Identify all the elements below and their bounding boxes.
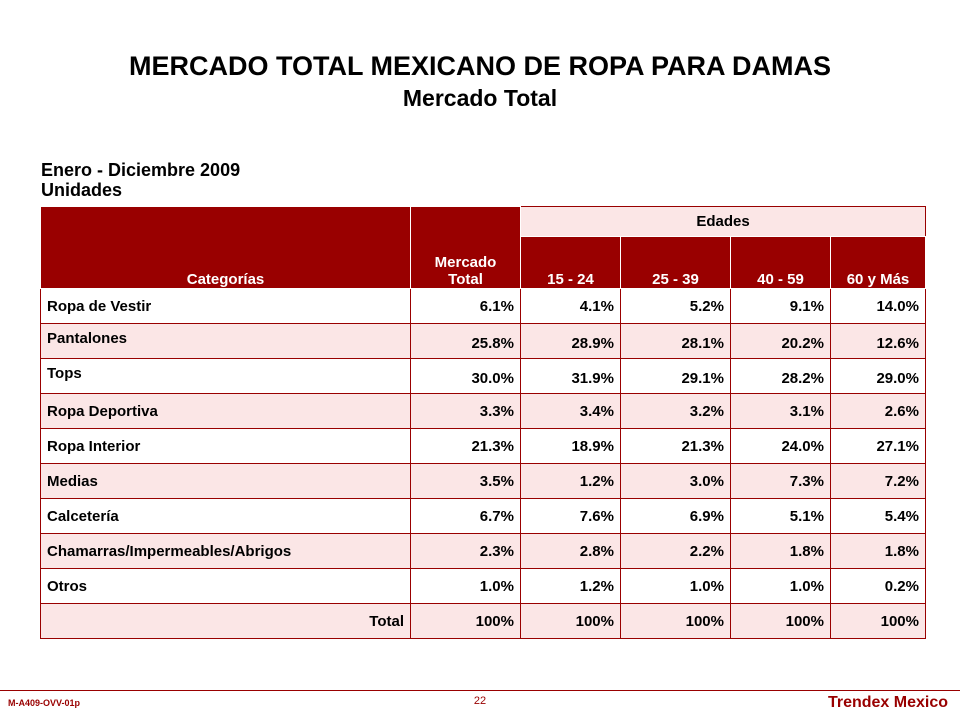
row-value: 7.6% [521, 499, 621, 534]
market-share-table [40, 206, 926, 639]
row-value: 29.0% [831, 359, 926, 394]
page-title: MERCADO TOTAL MEXICANO DE ROPA PARA DAMAS [128, 51, 831, 81]
row-value: 4.1% [521, 289, 621, 324]
row-value: 3.3% [411, 394, 521, 429]
row-value: 3.5% [411, 464, 521, 499]
row-category: Otros [41, 569, 411, 604]
row-value: 2.3% [411, 534, 521, 569]
footer-divider [0, 690, 960, 691]
header-edades: Edades [521, 207, 926, 237]
row-value: 2.6% [831, 394, 926, 429]
table-row [41, 499, 926, 534]
row-category: Ropa Deportiva [41, 394, 411, 429]
row-value: 7.2% [831, 464, 926, 499]
row-category: Ropa Interior [41, 429, 411, 464]
header-age-40-59: 40 - 59 [731, 237, 831, 289]
header-mercado-total: Mercado Total [411, 207, 521, 289]
total-value: 100% [831, 604, 926, 639]
row-value: 5.4% [831, 499, 926, 534]
row-value: 24.0% [731, 429, 831, 464]
row-value: 28.1% [621, 324, 731, 359]
row-value: 27.1% [831, 429, 926, 464]
row-value: 5.2% [621, 289, 731, 324]
row-value: 18.9% [521, 429, 621, 464]
header-age-15-24: 15 - 24 [521, 237, 621, 289]
total-value: 100% [521, 604, 621, 639]
row-value: 30.0% [411, 359, 521, 394]
total-row [41, 604, 926, 639]
row-value: 2.8% [521, 534, 621, 569]
row-value: 6.7% [411, 499, 521, 534]
row-value: 20.2% [731, 324, 831, 359]
row-value: 29.1% [621, 359, 731, 394]
row-value: 6.1% [411, 289, 521, 324]
table-row [41, 324, 926, 359]
row-value: 3.0% [621, 464, 731, 499]
units-label: Unidades [41, 180, 123, 200]
row-category: Pantalones [41, 324, 411, 359]
table-row [41, 464, 926, 499]
row-value: 1.2% [521, 464, 621, 499]
total-value: 100% [731, 604, 831, 639]
row-value: 1.0% [621, 569, 731, 604]
row-value: 5.1% [731, 499, 831, 534]
row-value: 1.8% [831, 534, 926, 569]
row-value: 7.3% [731, 464, 831, 499]
table-row [41, 569, 926, 604]
total-value: 100% [621, 604, 731, 639]
row-value: 31.9% [521, 359, 621, 394]
total-value: 100% [411, 604, 521, 639]
row-category: Chamarras/Impermeables/Abrigos [41, 534, 411, 569]
row-value: 2.2% [621, 534, 731, 569]
row-category: Medias [41, 464, 411, 499]
row-category: Calcetería [41, 499, 411, 534]
page-subtitle: Mercado Total [402, 85, 558, 111]
row-value: 14.0% [831, 289, 926, 324]
row-value: 21.3% [621, 429, 731, 464]
total-label: Total [41, 604, 411, 639]
row-value: 9.1% [731, 289, 831, 324]
row-value: 1.8% [731, 534, 831, 569]
row-value: 3.1% [731, 394, 831, 429]
period-label: Enero - Diciembre 2009 [41, 160, 241, 180]
row-category: Ropa de Vestir [41, 289, 411, 324]
table-row [41, 289, 926, 324]
row-value: 28.2% [731, 359, 831, 394]
row-value: 21.3% [411, 429, 521, 464]
row-value: 12.6% [831, 324, 926, 359]
row-value: 0.2% [831, 569, 926, 604]
row-value: 1.0% [411, 569, 521, 604]
table-row [41, 394, 926, 429]
row-value: 3.2% [621, 394, 731, 429]
header-age-60-plus: 60 y Más [831, 237, 926, 289]
header-age-25-39: 25 - 39 [621, 237, 731, 289]
row-value: 25.8% [411, 324, 521, 359]
table-row [41, 534, 926, 569]
row-value: 1.0% [731, 569, 831, 604]
document-code: M-A409-OVV-01p [8, 698, 81, 708]
table-row [41, 359, 926, 394]
row-value: 3.4% [521, 394, 621, 429]
row-category: Tops [41, 359, 411, 394]
row-value: 28.9% [521, 324, 621, 359]
row-value: 1.2% [521, 569, 621, 604]
header-categorias: Categorías [41, 207, 411, 289]
page-number: 22 [473, 695, 487, 707]
brand-name: Trendex Mexico [827, 694, 948, 711]
row-value: 6.9% [621, 499, 731, 534]
table-row [41, 429, 926, 464]
